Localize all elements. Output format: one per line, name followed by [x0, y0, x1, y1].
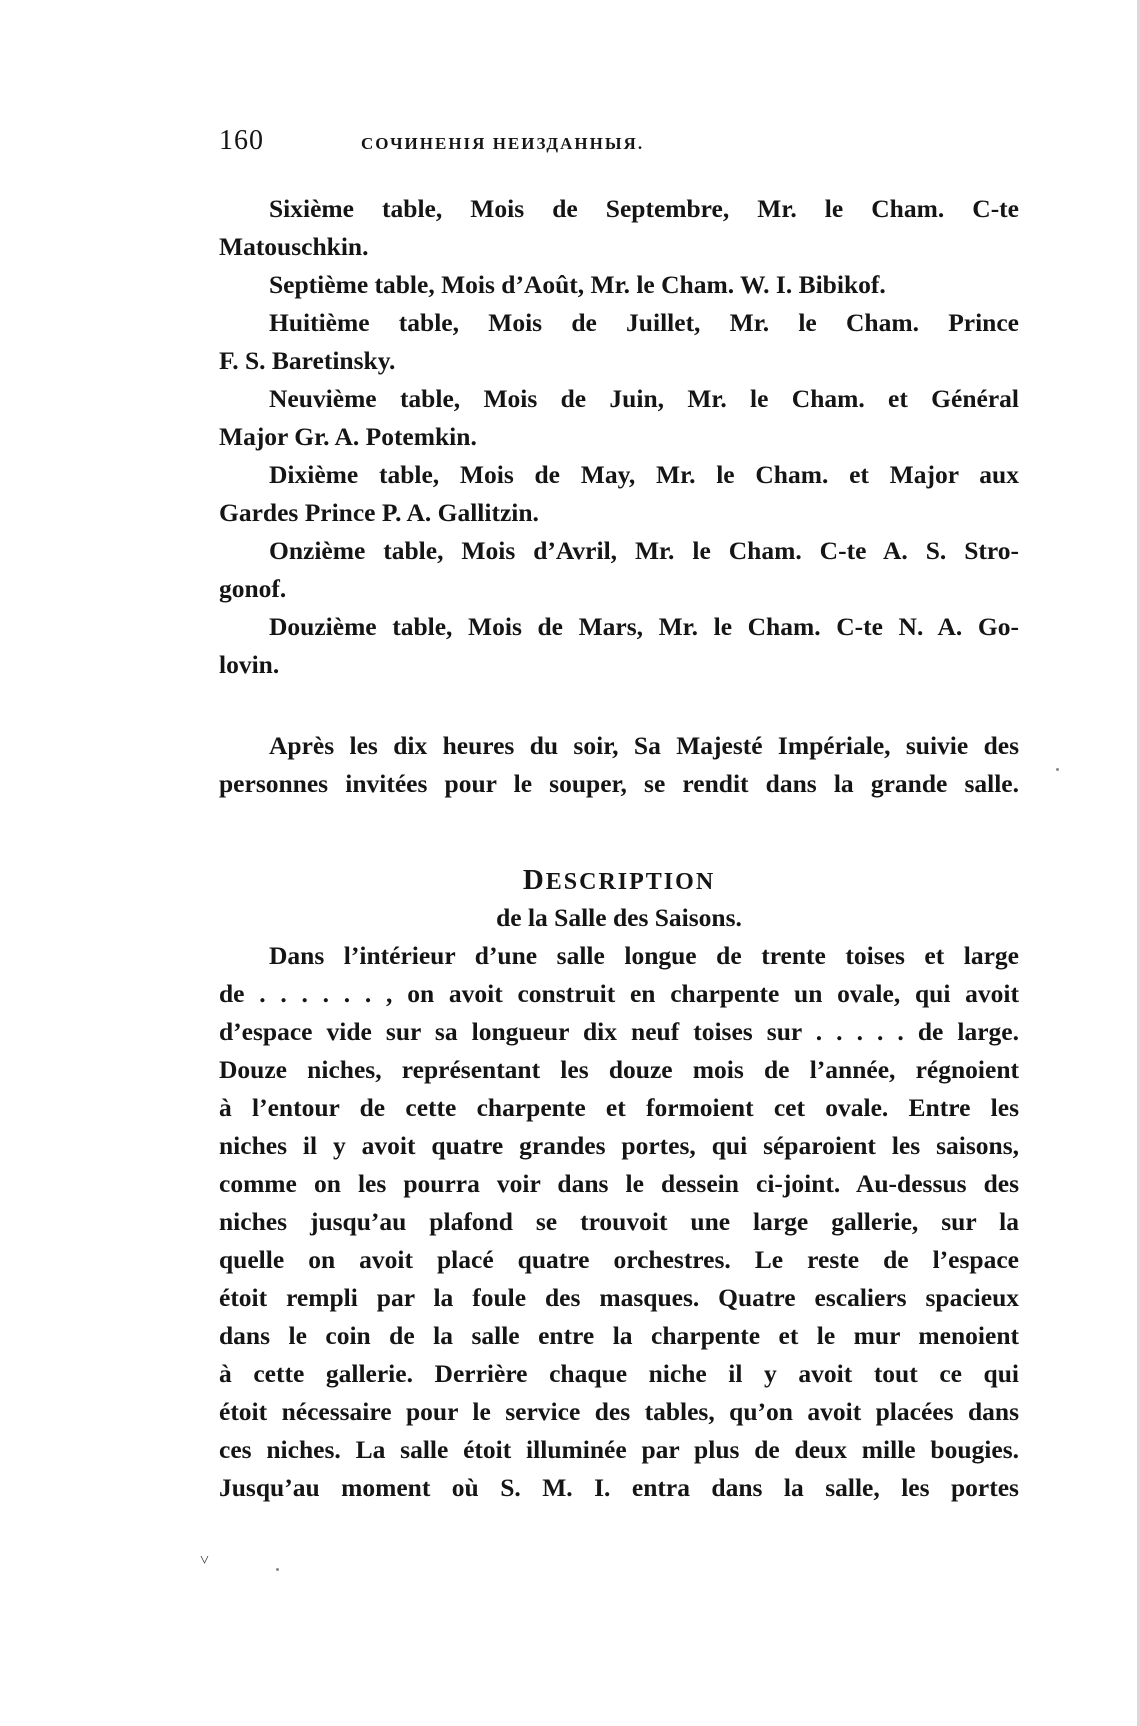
running-title: СОЧИНЕНІЯ НЕИЗДАННЫЯ.	[361, 134, 645, 153]
description-line: d’espace vide sur sa longueur dix neuf toises sur . . . . . de large.	[219, 1017, 1019, 1046]
list-line: Sixième table, Mois de Septembre, Mr. le Cham. C-te	[269, 194, 1019, 223]
paragraph-line: Après les dix heures du soir, Sa Majesté Impériale, suivie des	[269, 731, 1019, 760]
description-line: Jusqu’au moment où S. M. I. entra dans la salle, les portes	[219, 1473, 1019, 1502]
list-line: Matouschkin.	[219, 232, 369, 261]
section-heading	[219, 861, 1019, 899]
list-line: Dixième table, Mois de May, Mr. le Cham. et Major aux	[269, 460, 1019, 489]
list-line: Septième table, Mois d’Août, Mr. le Cham. W. I. Bibikof.	[269, 270, 886, 299]
list-line: F. S. Baretinsky.	[219, 346, 396, 375]
description-line: à cette gallerie. Derrière chaque niche il y avoit tout ce qui	[219, 1359, 1019, 1388]
list-line: Onzième table, Mois d’Avril, Mr. le Cham. C-te A. S. Stro-	[269, 536, 1019, 565]
description-body	[219, 937, 1019, 1507]
scan-speck	[1056, 768, 1059, 771]
section-subheading: de la Salle des Saisons.	[496, 903, 742, 932]
scan-speck	[276, 1568, 279, 1571]
page-header	[219, 125, 1019, 165]
list-line: Douzième table, Mois de Mars, Mr. le Cham. C-te N. A. Go-	[269, 612, 1019, 641]
description-line: de . . . . . . , on avoit construit en charpente un ovale, qui avoit	[219, 979, 1019, 1008]
list-line: lovin.	[219, 650, 280, 679]
description-line: comme on les pourra voir dans le dessein ci-joint. Au-dessus des	[219, 1169, 1019, 1198]
list-line: Neuvième table, Mois de Juin, Mr. le Cham. et Général	[269, 384, 1019, 413]
description-line: niches jusqu’au plafond se trouvoit une large gallerie, sur la	[219, 1207, 1019, 1236]
description-section	[219, 861, 1019, 1507]
paragraph-line: personnes invitées pour le souper, se rendit dans la grande salle.	[219, 769, 1019, 798]
supper-paragraph	[219, 727, 1019, 803]
description-line: étoit nécessaire pour le service des tables, qu’on avoit placées dans	[219, 1397, 1019, 1426]
description-line: Douze niches, représentant les douze mois de l’année, régnoient	[219, 1055, 1019, 1084]
table-assignment-list	[219, 190, 1019, 684]
description-line: quelle on avoit placé quatre orchestres. Le reste de l’espace	[219, 1245, 1019, 1274]
heading-initial: D	[522, 864, 546, 896]
list-line: Huitième table, Mois de Juillet, Mr. le Cham. Prince	[269, 308, 1019, 337]
list-line: Major Gr. A. Potemkin.	[219, 422, 477, 451]
scan-mark: ˅	[200, 1552, 210, 1569]
description-line: niches il y avoit quatre grandes portes, qui séparoient les saisons,	[219, 1131, 1019, 1160]
description-line: étoit rempli par la foule des masques. Quatre escaliers spacieux	[219, 1283, 1019, 1312]
description-line: Dans l’intérieur d’une salle longue de trente toises et large	[269, 941, 1019, 970]
description-line: à l’entour de cette charpente et formoient cet ovale. Entre les	[219, 1093, 1019, 1122]
description-line: ces niches. La salle étoit illuminée par plus de deux mille bougies.	[219, 1435, 1019, 1464]
heading-rest: ESCRIPTION	[545, 869, 716, 895]
description-line: dans le coin de la salle entre la charpente et le mur menoient	[219, 1321, 1019, 1350]
list-line: gonof.	[219, 574, 287, 603]
page-number: 160	[219, 125, 264, 156]
list-line: Gardes Prince P. A. Gallitzin.	[219, 498, 539, 527]
